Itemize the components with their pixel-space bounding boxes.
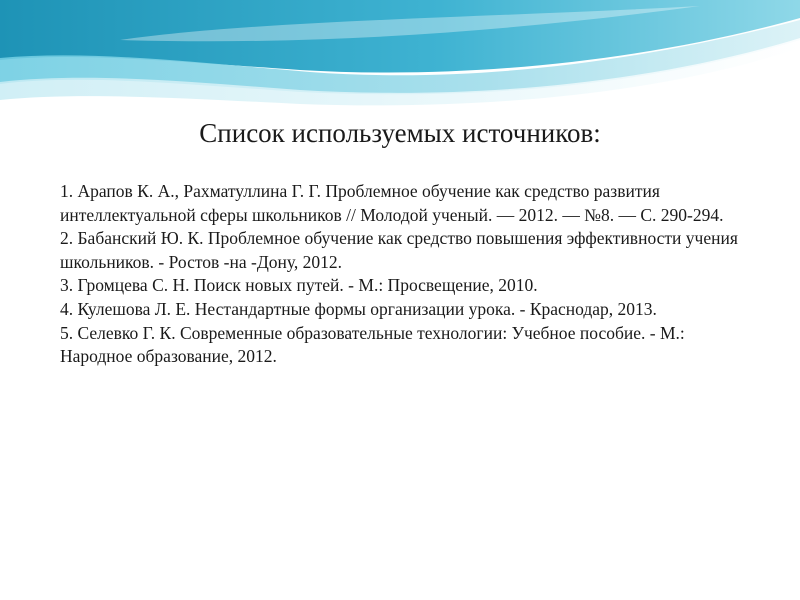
decorative-wave-header (0, 0, 800, 110)
reference-list (60, 180, 750, 369)
reference-item: 2. Бабанский Ю. К. Проблемное обучение как средство повышения эффективности учения школьников. - Ростов -на -Дону, 2012. (60, 228, 738, 272)
reference-item: 3. Громцева С. Н. Поиск новых путей. - М.: Просвещение, 2010. (60, 275, 538, 296)
reference-item: 4. Кулешова Л. Е. Нестандартные формы организации урока. - Краснодар, 2013. (60, 298, 657, 319)
reference-item: 1. Арапов К. А., Рахматуллина Г. Г. Проблемное обучение как средство развития интеллектуальной сферы школьников // Молодой ученый. — 2012. — №8. — С. 290-294. (60, 181, 724, 225)
slide-title: Список используемых источников: (199, 118, 601, 148)
reference-item: 5. Селевко Г. К. Современные образовательные технологии: Учебное пособие. - М.: Народное образование, 2012. (60, 322, 685, 367)
